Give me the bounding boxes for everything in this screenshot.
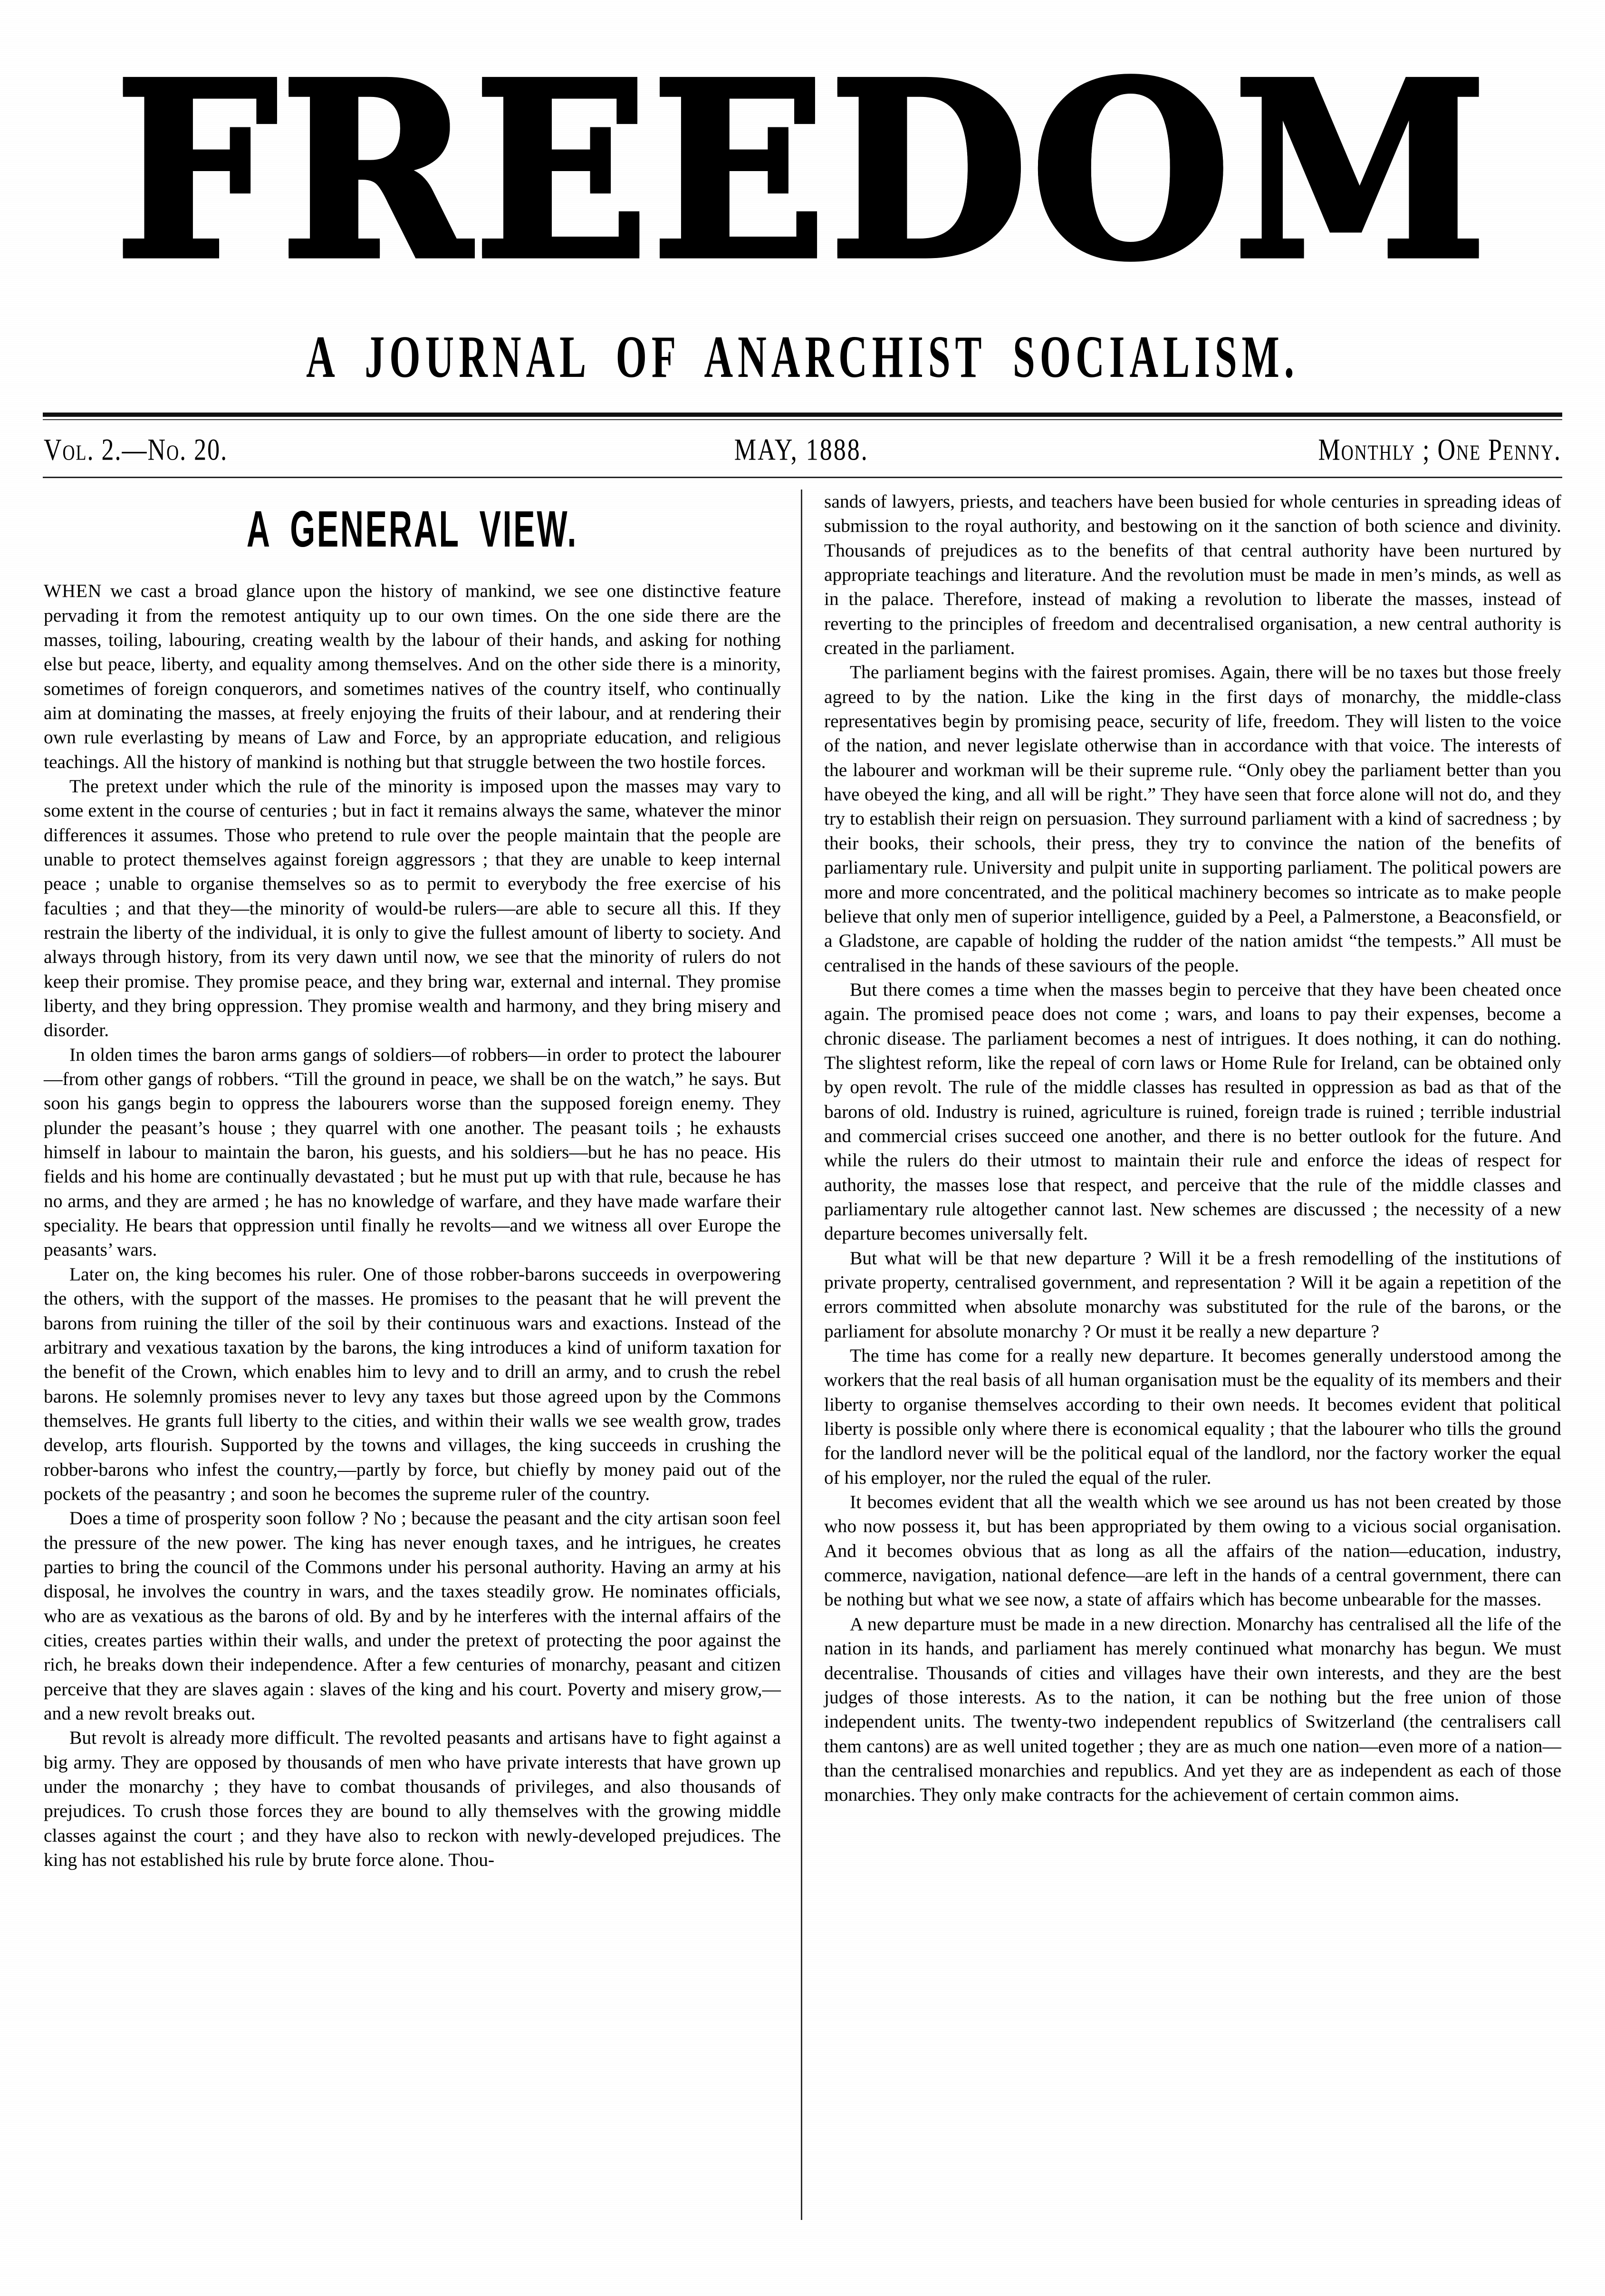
issue-date: MAY, 1888.: [734, 432, 869, 467]
opening-small-caps: WHEN: [44, 580, 102, 602]
masthead-rule-thin: [43, 419, 1562, 420]
paragraph: It becomes evident that all the wealth which we see around us has not been created by those who now possess it, but has been appropriated by them owing to a vicious social organisation. And it becomes obvious that as long as all the affairs of the nation—education, industry, commerce, navigation, national defence—are left in the hands of a central government, there can be nothing but what we see now, a state of affairs which has become unbearable for the masses.: [824, 1491, 1561, 1610]
article-headline: A GENERAL VIEW.: [246, 500, 578, 558]
paragraph: sands of lawyers, priests, and teachers have been busied for whole centuries in spreading ideas of submission to the royal authority, and bestowing on it the sanction of both science and divinity. Thousands of prejudices as to the benefits of that central authority have been nurtured by appropriate teachings and literature. And the revolution must be made in men’s minds, as well as in the palace. Therefore, instead of making a revolution to liberate the masses, instead of reverting to the principles of freedom and decentralised organisation, a new central authority is created in the parliament.: [824, 491, 1561, 659]
paragraph: A new departure must be made in a new direction. Monarchy has centralised all the life of the nation in its hands, and parliament has merely continued what monarchy has begun. We must decentralise. Thousands of cities and villages have their own interests, and they are the best judges of those interests. As to the nation, it can be nothing but the free union of those independent units. The twenty-two independent republics of Switzerland (the centralisers call them cantons) are as well united together ; they are as much one nation—even more of a nation—than the centralised monarchies and republics. And yet they are as independent as each of those monarchies. They only make contracts for the achievement of certain common aims.: [824, 1613, 1561, 1806]
price-frequency: Monthly ; One Penny.: [1318, 432, 1561, 467]
masthead-title: FREEDOM: [115, 29, 1490, 313]
paragraph: Does a time of prosperity soon follow ? No ; because the peasant and the city artisan soon feel the pressure of the new power. The king has never enough taxes, and he intrigues, he creates parties to bring the council of the Commons under his personal authority. Having an army at his disposal, he involves the country in wars, and the taxes steadily grow. He nominates officials, who are as vexatious as the barons of old. By and by he interferes with the internal affairs of the cities, creates parties within their walls, and under the pretext of protecting the poor against the rich, he breaks down their independence. After a few centuries of monarchy, peasant and citizen perceive that they are slaves again : slaves of the king and his court. Poverty and misery grow,—and a new revolt breaks out.: [44, 1508, 781, 1724]
paragraph: WHEN we cast a broad glance upon the history of mankind, we see one distinctive feature pervading it from the remotest antiquity up to our own times. On the one side there are the masses, toiling, labouring, creating wealth by the labour of their hands, and asking for nothing else but peace, liberty, and equality among themselves. And on the other side there is a minority, sometimes of foreign conquerors, and sometimes natives of the country itself, who continually aim at dominating the masses, at freely enjoying the fruits of their labour, and at rendering their own rule everlasting by means of Law and Force, by an appropriate education, and religious teachings. All the history of mankind is nothing but that struggle between the two hostile forces.: [44, 580, 781, 772]
column-right: [801, 490, 1561, 2220]
paragraph: Later on, the king becomes his ruler. One of those robber-barons succeeds in overpowering the others, with the support of the masses. He promises to the peasant that he will prevent the barons from ruining the tiller of the soil by their continuous wars and exactions. Instead of the arbitrary and vexatious taxation by the barons, the king introduces a kind of uniform taxation for the benefit of the Crown, which enables him to levy and to drill an army, and to crush the rebel barons. He solemnly promises never to levy any taxes but those agreed upon by the Commons themselves. He grants full liberty to the cities, and within their walls we see wealth grow, trades develop, arts flourish. Supported by the towns and villages, the king succeeds in crushing the robber-barons who infest the country,—partly by force, but chiefly by money paid out of the pockets of the peasantry ; and soon he becomes the supreme ruler of the country.: [44, 1263, 781, 1504]
issue-line: [44, 432, 1561, 468]
column-right-text: [824, 490, 1561, 1807]
issue-rule: [43, 477, 1562, 478]
paragraph: But there comes a time when the masses begin to perceive that they have been cheated once again. The promised peace does not come ; wars, and loans to pay their expenses, become a chronic disease. The parliament becomes a nest of intrigues. It does nothing, it can do nothing. The slightest reform, like the repeal of corn laws or Home Rule for Ireland, can be obtained only by open revolt. The rule of the middle classes has resulted in oppression as bad as that of the barons of old. Industry is ruined, agriculture is ruined, foreign trade is ruined ; terrible industrial and commercial crises succeed one another, and there is no better outlook for the future. And while the rulers do their utmost to maintain their rule and enforce the ideas of respect for authority, the masses lose that respect, and perceive that the rule of the middle classes and parliamentary rule altogether cannot last. New schemes are discussed ; the necessity of a new departure becomes universally felt.: [824, 979, 1561, 1244]
paragraph: The pretext under which the rule of the minority is imposed upon the masses may vary to some extent in the course of centuries ; but in fact it remains always the same, whatever the minor differences it assumes. Those who pretend to rule over the people maintain that the people are unable to protect themselves against foreign aggressors ; that they are unable to keep internal peace ; unable to organise themselves so as to permit to everybody the free exercise of his faculties ; and that they—the minority of would-be rulers—are able to secure all this. If they restrain the liberty of the individual, it is only to give the fullest amount of liberty to society. And always through history, from its very dawn until now, we see that the minority of rulers do not keep their promise. They promise peace, and they bring war, external and internal. They promise liberty, and they bring oppression. They promise wealth and harmony, and they bring misery and disorder.: [44, 775, 781, 1041]
paragraph: But revolt is already more difficult. The revolted peasants and artisans have to fight against a big army. They are opposed by thousands of men who have private interests that have grown up under the monarchy ; they have to combat thousands of privileges, and also thousands of prejudices. To crush those forces they are bound to ally themselves with the growing middle classes against the court ; and they have also to reckon with newly-developed prejudices. The king has not established his rule by brute force alone. Thou-: [44, 1727, 781, 1871]
volume-number: Vol. 2.—No. 20.: [44, 432, 228, 467]
column-left: [44, 490, 801, 2220]
column-left-text: [44, 579, 781, 1872]
paragraph: But what will be that new departure ? Will it be a fresh remodelling of the institutions of private property, centralised government, and representation ? Will it be again a repetition of the errors committed when absolute monarchy was substituted for the rule of the barons, or the parliament for absolute monarchy ? Or must it be really a new departure ?: [824, 1247, 1561, 1342]
paragraph: The parliament begins with the fairest promises. Again, there will be no taxes but those freely agreed to by the nation. Like the king in the first days of monarchy, the middle-class representatives begin by promising peace, security of life, freedom. They will listen to the voice of the nation, and never legislate otherwise than in accordance with that voice. The interests of the labourer and workman will be their supreme rule. “Only obey the parliament better than you have obeyed the king, and all will be right.” They have seen that force alone will not do, and they try to establish their reign on persuasion. They surround parliament with a kind of sacredness ; by their books, their schools, their press, they try to convince the nation of the benefits of parliamentary rule. University and pulpit unite in supporting parliament. The political powers are more and more concentrated, and the political machinery becomes so intricate as to make people believe that only men of superior intelligence, guided by a Peel, a Palmerstone, a Beaconsfield, or a Gladstone, are capable of holding the rudder of the nation amidst “the tempests.” All must be centralised in the hands of these saviours of the people.: [824, 662, 1561, 976]
paragraph: The time has come for a really new departure. It becomes generally understood among the workers that the real basis of all human organisation must be the equality of its members and their liberty to organise themselves according to their own needs. It becomes evident that political liberty is possible only where there is economical equality ; that the labourer who tills the ground for the landlord never will be the political equal of the landlord, nor the factory worker the equal of his employer, nor the ruled the equal of the ruler.: [824, 1345, 1561, 1488]
paragraph: In olden times the baron arms gangs of soldiers—of robbers—in order to protect the labourer—from other gangs of robbers. “Till the ground in peace, we shall be on the watch,” he says. But soon his gangs begin to oppress the labourers worse than the supposed foreign enemy. They plunder the peasant’s house ; they quarrel with one another. The peasant toils ; he exhausts himself in labour to maintain the baron, his guests, and his soldiers—but he has no peace. His fields and his home are continually devastated ; but he must put up with that rule, because he has no arms, and they are armed ; he has no knowledge of warfare, and they have made warfare their speciality. He bears that oppression until finally he revolts—and we witness all over Europe the peasants’ wars.: [44, 1044, 781, 1260]
masthead-subtitle: A JOURNAL OF ANARCHIST SOCIALISM.: [306, 324, 1299, 390]
masthead: [43, 29, 1562, 390]
masthead-rule-heavy: [43, 413, 1562, 417]
article-body: [44, 490, 1561, 2220]
